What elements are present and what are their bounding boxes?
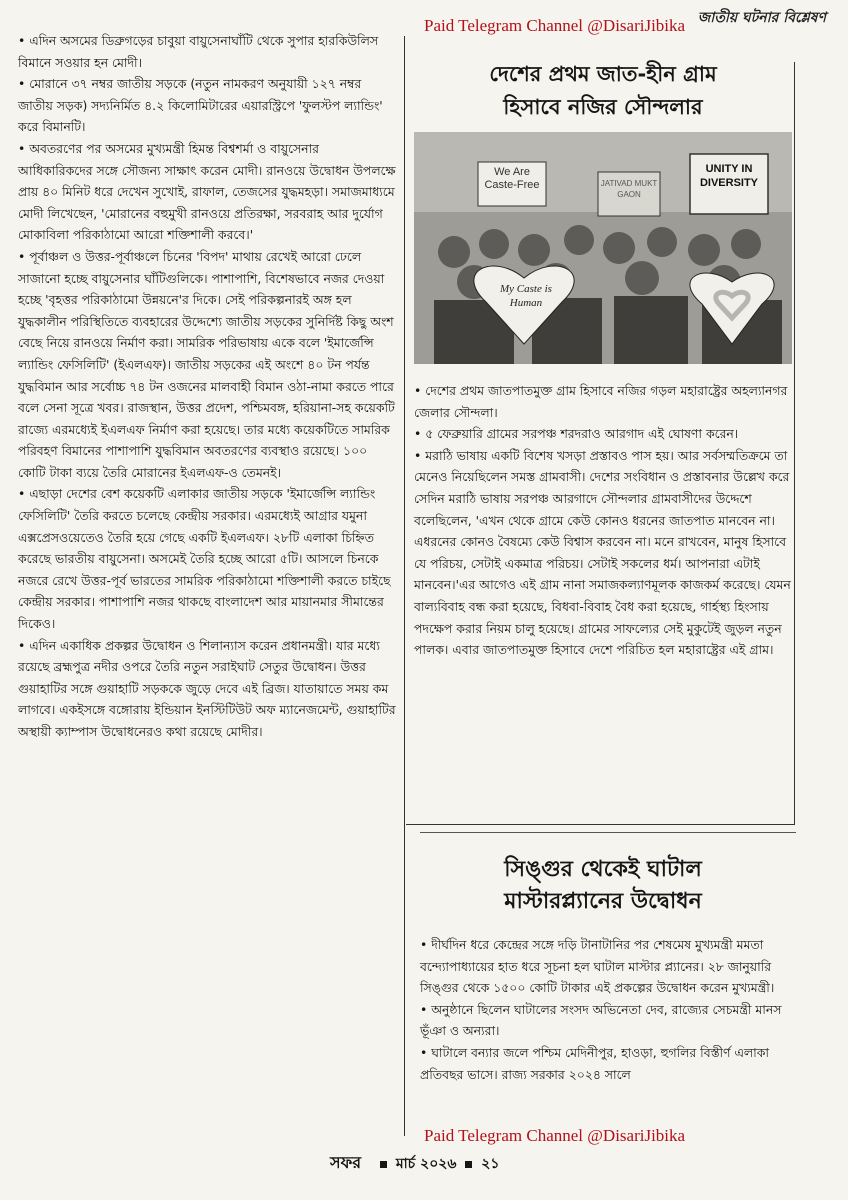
story2-body [420,934,792,1085]
photo-sign-jativad-mukt: JATIVAD MUKT GAON [600,179,658,199]
photo-sign-caste-free: We Are Caste-Free [484,166,540,191]
story1-headline-line1: দেশের প্রথম জাত-হীন গ্রাম [489,62,717,86]
watermark-top: Paid Telegram Channel @DisariJibika [424,16,686,35]
story1-body [414,380,792,661]
section-tag: জাতীয় ঘটনার বিশ্লেষণ [697,10,826,26]
square-bullet-icon [465,1161,472,1168]
story2-headline [414,854,792,918]
magazine-brand: সফর [330,1153,362,1172]
story1-headline [414,58,792,124]
story2-headline-line2: মাস্টারপ্ল্যানের উদ্বোধন [504,889,702,914]
story1-photo [414,132,792,364]
square-bullet-icon [380,1161,387,1168]
story1-paragraph: • ৫ ফেব্রুয়ারি গ্রামের সরপঞ্চ শরদরাও আরগাদ এই ঘোষণা করেন। [414,426,739,442]
page-footer [330,1150,499,1177]
left-paragraph: • পূর্বাঞ্চল ও উত্তর-পূর্বাঞ্চলে চিনের 'বিপদ' মাথায় রেখেই আরো ঢেলে সাজানো হচ্ছে বায়ুসেনার ঘাঁটিগুলিকে। পাশাপাশি, বিশেষভাবে নজর দেওয়া হচ্ছে 'বৃহত্তর পরিকাঠামো উন্নয়নে'র দিকে। সেই পরিকল্পনারই অঙ্গ হল যুদ্ধকালীন পরিস্থিতিতে ব্যবহারের উদ্দেশ্যে জাতীয় সড়কের সুনির্দিষ্ট কিছু অংশ বেছে নিয়ে রানওয়ে নির্মাণ করা। সামরিক পরিভাষায় একে বলে 'ইমার্জেন্সি ল্যান্ডিং ফেসিলিটি' (ইএলএফ)। জাতীয় সড়কের এই অংশে ৪০ টন পর্যন্ত যুদ্ধবিমান আর সর্বোচ্চ ৭৪ টন ওজনের মালবাহী বিমান ওঠা-নামা করতে পারে বলে সেনা সূত্রে খবর। রাজস্থান, উত্তর প্রদেশ, পশ্চিমবঙ্গ, হরিয়ানা-সহ কয়েকটি রাজ্যে এরমধ্যেই ইএলএফ নির্মাণ করা হয়েছে। তার মধ্যে কয়েকটিতে সামরিক পরিবহণ বিমানের পাশাপাশি যুদ্ধবিমান অবতরণের ব্যবস্থাও রয়েছে। ১০০ কোটি টাকা ব্যয়ে তৈরি মোরানের ইএলএফ-ও তেমনই। [18,248,395,480]
left-column [18,30,396,743]
story2-headline-line1: সিঙ্গুর থেকেই ঘাটাল [504,857,702,882]
photo-sign-unity: UNITY IN DIVERSITY [699,163,759,189]
story1-paragraph: • মরাঠি ভাষায় একটি বিশেষ খসড়া প্রস্তাবও পাস হয়। আর সর্বসম্মতিক্রমে তা মেনেও নিয়েছিলেন সমস্ত গ্রামবাসী। দেশের সংবিধান ও প্রস্তাবনার উল্লেখ করে সেদিন মরাঠি ভাষায় সরপঞ্চ আরগাদে সৌন্দলার গ্রামবাসীদের উদ্দেশে বলেছিলেন, 'এখন থেকে গ্রামে কেউ কোনও ধরনের জাতপাত মানবেন না। এধরনের কোনও বৈষম্যে কেউ বিশ্বাস করবেন না। মনে রাখবেন, মানুষ হিসাবে যে পরিচয়, সেটাই একমাত্র পরিচয়। সেটাই সকলের ধর্ম। আপনারা এটাই মানবেন।'এর আগেও এই গ্রাম নানা সমাজকল্যাণমূলক কাজকর্ম করেছে। যেমন বাল্যবিবাহ বন্ধ করা হয়েছে, বিধবা-বিবাহ বৈধ করা হয়েছে, গার্হস্থ্য হিংসায় পদক্ষেপ করার নিয়ম চালু হয়েছে। গ্রামের সাফল্যের সেই মুকুটেই জুড়ল নতুন পালক। এবার জাতপাতমুক্ত হিসাবে দেশে পরিচিত হল মহারাষ্ট্রের এই গ্রাম। [414,447,791,658]
left-paragraph: • এদিন একাধিক প্রকল্পর উদ্বোধন ও শিলান্যাস করেন প্রধানমন্ত্রী। যার মধ্যে রয়েছে ব্রহ্মপুত্র নদীর ওপরে তৈরি নতুন সরাইঘাট সেতুর উদ্বোধন। উত্তর গুয়াহাটির সঙ্গে গুয়াহাটি সড়ককে জুড়ে দেবে এই ব্রিজ। যাতায়াতে সময় কম লাগবে। একইসঙ্গে বঙ্গোরায় ইন্ডিয়ান ইনস্টিটিউট অফ ম্যানেজমেন্ট, গুয়াহাটির অস্থায়ী ক্যাম্পাস উদ্বোধনেরও কথা রয়েছে মোদীর। [18,637,396,739]
left-paragraph: • এদিন অসমের ডিব্রুগড়ের চাবুয়া বায়ুসেনাঘাঁটি থেকে সুপার হারকিউলিস বিমানে সওয়ার হন মোদী। [18,33,379,70]
page-number: ২১ [481,1156,500,1172]
left-paragraph: • অবতরণের পর অসমের মুখ্যমন্ত্রী হিমন্ত বিশ্বশর্মা ও বায়ুসেনার আধিকারিকদের সঙ্গে সৌজন্য সাক্ষাৎ করেন মোদী। রানওয়ে উদ্বোধন উপলক্ষে প্রায় ৪০ মিনিট ধরে দেখেন সুখোই, রাফাল, তেজসের যুদ্ধমহড়া। সমাজমাধ্যমে মোদী লিখেছেন, 'মোরানের বহুমুখী রানওয়ে প্রতিরক্ষা, সরবরাহ আর দুর্যোগ মোকাবিলা পরিকাঠামো আরো শক্তিশালী করবে।' [18,140,396,243]
story2-paragraph: • দীর্ঘদিন ধরে কেন্দ্রের সঙ্গে দড়ি টানাটানির পর শেষমেষ মুখ্যমন্ত্রী মমতা বন্দ্যোপাধ্যায়ের হাত ধরে সূচনা হল ঘাটাল মাস্টার প্ল্যানের। ২৮ জানুয়ারি সিঙ্গুর থেকে ১৫০০ কোটি টাকার এই প্রকল্পের উদ্বোধন করেন মুখ্যমন্ত্রী। [420,937,775,996]
watermark-bottom: Paid Telegram Channel @DisariJibika [424,1126,686,1145]
story2-paragraph: • অনুষ্ঠানে ছিলেন ঘাটালের সংসদ অভিনেতা দেব, রাজ্যের সেচমন্ত্রী মানস ভূঁঞা ও অন্যরা। [420,1001,782,1039]
story2-separator [420,832,796,833]
story1-headline-line2: হিসাবে নজির সৌন্দলার [503,95,703,119]
column-divider [404,36,405,1136]
story1 [414,58,792,661]
left-paragraph: • মোরানে ৩৭ নম্বর জাতীয় সড়কে (নতুন নামকরণ অনুযায়ী ১২৭ নম্বর জাতীয় সড়ক) সদ্যনির্মিত ৪.২ কিলোমিটারের এয়ারস্ট্রিপে 'ফুলস্টপ ল্যান্ডিং' করে বিমানটি। [18,76,383,135]
left-paragraph: • এছাড়া দেশের বেশ কয়েকটি এলাকার জাতীয় সড়কে 'ইমার্জেন্সি ল্যান্ডিং ফেসিলিটি' তৈরি করতে চলেছে কেন্দ্রীয় সরকার। এরমধ্যেই আগ্রার যমুনা এক্সপ্রেসওয়েতেও তৈরি হয়ে গেছে একটি ইএলএফ। ২৮টি এলাকা চিহ্নিত করেছে ভারতীয় বায়ুসেনা। অসমেই তৈরি হচ্ছে আরো ৫টি। আসলে চিনকে নজরে রেখে উত্তর-পূর্ব ভারতের সামরিক পরিকাঠামো শক্তিশালী করতে চাইছে কেন্দ্রীয় সরকার। পাশাপাশি নজর থাকছে বাংলাদেশ আর মায়ানমার সীমান্তের দিকেও। [18,486,391,632]
issue-date: মার্চ ২০২৬ [395,1156,457,1172]
story2-paragraph: • ঘাটালে বন্যার জলে পশ্চিম মেদিনীপুর, হাওড়া, হুগলির বিস্তীর্ণ এলাকা প্রতিবছর ভাসে। রাজ্য সরকার ২০২৪ সালে [420,1044,770,1082]
photo-sign-my-caste: My Caste is Human [500,283,552,309]
story1-paragraph: • দেশের প্রথম জাতপাতমুক্ত গ্রাম হিসাবে নজির গড়ল মহারাষ্ট্রের অহল্যানগর জেলার সৌন্দলা। [414,383,788,420]
